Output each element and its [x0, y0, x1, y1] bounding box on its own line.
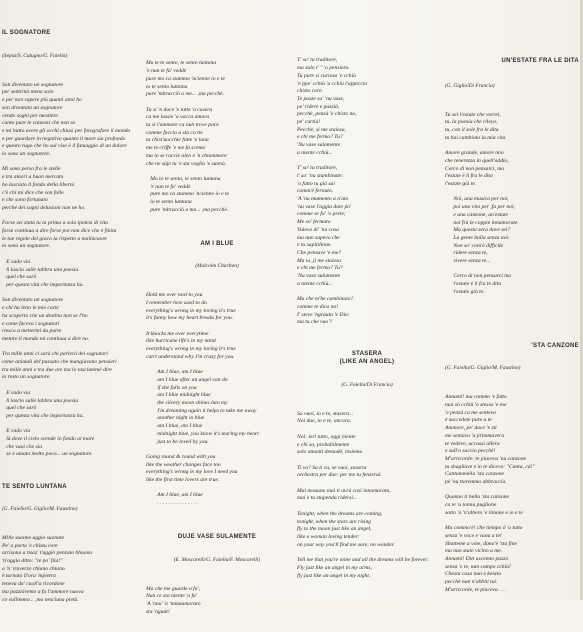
- song-lyrics-te-sento-luntana: Mille suonne aggio suonate Pe' a porta 'e chistu core arrisona a tisaz' t'aggiò penzato bbuono 'n'aggio ditto: "te po' fila!" a 'n' traverzo chiano chiano è turnato ll'ora 'mpietra teneva da' cuoll'a ricordone ma pazziàvemo a fa l'ammore nuova co vullimmo... ,ma nesciuna pietà.: [2, 534, 93, 603]
- column-1: [2, 0, 140, 603]
- song-credits-sta-canzone: (G. Faiella/G. Giglio/M. Faustino): [445, 365, 521, 372]
- song-title-il-sognatore: IL SOGNATORE: [2, 30, 51, 37]
- song-credits-am-i-blue: (Malcolm Charlton): [195, 263, 239, 270]
- song-lyrics-il-sognatore: Son diventato un sognatore per sentirmi meno solo e per non sapere più quanti anni ho son diventato un sognatore vendo sogni per mestiere canto pure le canzoni che non so e mi butto avere gli occhi chiusi per fotografare il mondo e per guardare in negativo quanto il mare sia profondo e questo rugo che ho sul viso è il fatuaggio di un dolore io sono un sognatore. Mi sono perso fra le stelle e tra amori a buon mercato ho lasciato il fondo della libertà c'è chi mi dice che son folle e che sono fortunato perché dei sogni delusioni non ne ho. Forse sei stata tu la prima a sola ipotesi di vita forse continua a dire forse poi non dice che è finita le tue regole del gioco la rispetto a malincuore io sono un sognatore. E vado via lì lascio sulle labbra una poesia quel che sarò per questa vita che importanza ha. Son diventato un sognatore e chi ha letto le mie carte ha scoperto che un destino non se l'ho e come faceva i sognatori riesco a mettermi da parte mentre il mondo mi continua a dire no. Tra mille anni ci sarà chi parlerà dei sognatori come animali del passato che mangiavano pensieri tra mille anni e tra due ore ma lo tasciatemè dire io resto un sognatore. E vado via lì lascio sulle labbra una poesia quel che sarò per questa vita che importanza ha. E vado via là dove il cielo scende in fondo al mare che vuoi che sia se è amato molto poco... un sognatore.: [2, 81, 131, 458]
- song-lyrics-am-i-blue: Hold me over next to you I remember how used to do everything's wrong in my loving it's true it's funny how my heart breaks for you. It knocks me over everytime like hurricane life's in my mind everything's wrong in my loving it's true can't understand why I'm crazy for you. Am I blue, am I blue am I blue after an angel can do if she falls on you am I blue midnight blue the silvery moon shines into my I'm dreaming again it helps to take me away another night in blue am I blue, am I blue midnight blue, you know it's tearing my heart just to be loved by you. Going round & round with you like the weather changes face too everything's wrong in my love I need you like the first time lovers are true. Am I blue, am I blue . . . . . . . . . . . . . . .: [146, 292, 259, 507]
- song-title-stasera: STASERA (LIKE AN ANGEL): [339, 351, 395, 366]
- column-2: [146, 0, 288, 615]
- song-title-am-i-blue: AM I BLUE: [200, 240, 234, 247]
- song-title-unestate-fra-le-dita: UN'ESTATE FRA LE DITA: [501, 58, 579, 65]
- song-lyrics-sta-canzone: Annamì! ma commo 'e fatto nun sò cchiù 'o stesso 'e me 'e penzà ca me sentevo è succedete pure a te Ammore, pe' doce 'e sti me sentava 'a primmavera te vedeve, accussì allèra e sull'o saccio pecchè! M'arricorde: te piaceva 'na canzone tu sbagliave e io te dicevo: "Canta, cà!" Cantammella 'sta canzone pè 'nu ttaremmo abbraccià. Quanno ti bella 'sta canzone ca te 'a tonna puglione sotto 'a 'n'albero 'e limone e io e te Ma commo'è! che tiempo ô 'a tutto senza 'e voce e vuou a te! Sbatteme a vòte, dimo'è 'sta fine ma nun staie vicino a me. Annamì! Ditt ascenno pazzò senza 'e te, nun campo cchiù! Chesta casa nun è keiata pecchè nun n'abbiti tuì. M'arricorde, te piaceva . . .: [445, 394, 535, 593]
- song-lyrics-stasera: So vuoi, io e te, stasera... Noi due, io e te, ancora. Noi: ieri tutto, oggi niente e chi sa, probabilmente solo amanti demodè, insieme. Ti va? Sa ti va, se vuoi, stasera orchestra per due: per me tu fenzerai. Mai nessuno mai ti avrà così innamorata, mai e tu stupenda ridersi... Tonight, when the dreams are coming, tonight, when the stars are rising fly to the moon just like an angel, like a woman loving tender: on your way you'll find me sure, no wonder. Tell me that you're mine and all the dreams will be forever. Fly just like an angel in my arms, fly just like an angel in my night.: [297, 410, 429, 579]
- song-lyrics-unestate-fra-le-dita: Tu sei l'estate che vorrei, tu, la poesia che rileyo, tu, con il sole fra le dita tu hai cambiato la mia vita. Amore grande, amore mio che tenerezza in quell'addio, Cerco di non pensarci, ma l'estate è li fra le dita l'estate già te. Noi, una musica per noi, poi una vita per ,fa per noi, e una canzone, un'estate noi frà le coppie innamorate. Ma questa sera dove sei? La gente balla senza noi. Non so' com'è difficile ridere senza te, vivere senza te... Cerco di non pensarci ma l'estate è lì fra le dita l'estate già te.: [445, 111, 519, 295]
- song-title-duje-vase-sulamente: DUJE VASE SULAMENTE: [177, 534, 257, 541]
- column-3: [297, 0, 437, 600]
- song-credits-duje-vase-sulamente: (E. Moscarelli/G. Faiella/F. Moscarelli): [173, 556, 261, 563]
- song-title-te-sento-luntana: TE SENTO LUNTANA: [2, 483, 67, 490]
- song-credits-stasera: (G. Faiella/Di Francia): [341, 381, 393, 388]
- song-title-sta-canzone: 'STA CANZONE: [531, 343, 579, 349]
- column-4: [445, 0, 579, 600]
- song-lyrics-te-sento-luntana-continued: Mu te te sento, te sento luntana 'e nun te fa' veddè pure mo ca stammo 'ncienne io e te io te sento luntana pure 'mbracciò a me... ,ma pecchè. Tu si 'n doce 'e tutte 'a casera ca me lassie 'a vocca amara tu si l'ammore ca nun trove pace comme faccio a stà co tte tu chist'uocchie fatte 'e luna me te criffe 'e me fa scemo ma io se raccie alen e 'n chiammore che ne sàje tu 'e sta voglia 'e sunnà. Mo io te sento, te sento luntana 'e nun te fa' veddè pure mo ca stammo 'ncienne io e te io te sento luntana pure 'mbracciò a me... ,ma pecchè.: [146, 60, 230, 213]
- song-lyrics-duje-vase-continued: T' so' tu traditore, ma sulo t' " 'o pensiero. Tu pure si curiosa 'e cchiù 'e ppe' cchiù 'a cchiù l'appiccio chisto core. Te pozze sa' 'nu vase, pe' ridere e pazzià, pecchè, penzà 'e chisto no, pe' curtià! Pecchè, si me staiesa, e chi me ferma? Tu? 'Nu vase sulamente a niente cchiù... T' so' tu traditore, t' so' 'nu stumbinate: 'o fatto tu già sai comm'è fernuto. 'A 'nu mumento a n'ato 'nu vase l'aggia date po' comme se fa' 'o prete; Me so' fermato Vulevo di' 'na cosa ma nun sapevo che e tu sapitilione. Che pensave 'e me? Ma io, ji me staiesa e chi me ferma? Tu? 'Nu vase sulamente a niente cchiù... Ma che m'he cumbinato? comme te dico no! I' steve 'ngrauta 'e Dio: ma tu che vuo'?: [297, 57, 368, 326]
- song-credits-il-sognatore: (Sepsa/S. Cutugno/G. Faiella): [2, 52, 68, 59]
- song-credits-te-sento-luntana: (G. Faiella/G. Giglio/M. Faustino): [2, 505, 78, 512]
- song-credits-unestate-fra-le-dita: (G. Giglio/Di Francia): [445, 82, 495, 89]
- song-lyrics-duje-vase-sulamente: Ma che me guarde a fa', Nun ce sta niente 'a fa' 'A 'nnu' 'o 'mmaumorato sta 'nguàt!: [146, 585, 201, 615]
